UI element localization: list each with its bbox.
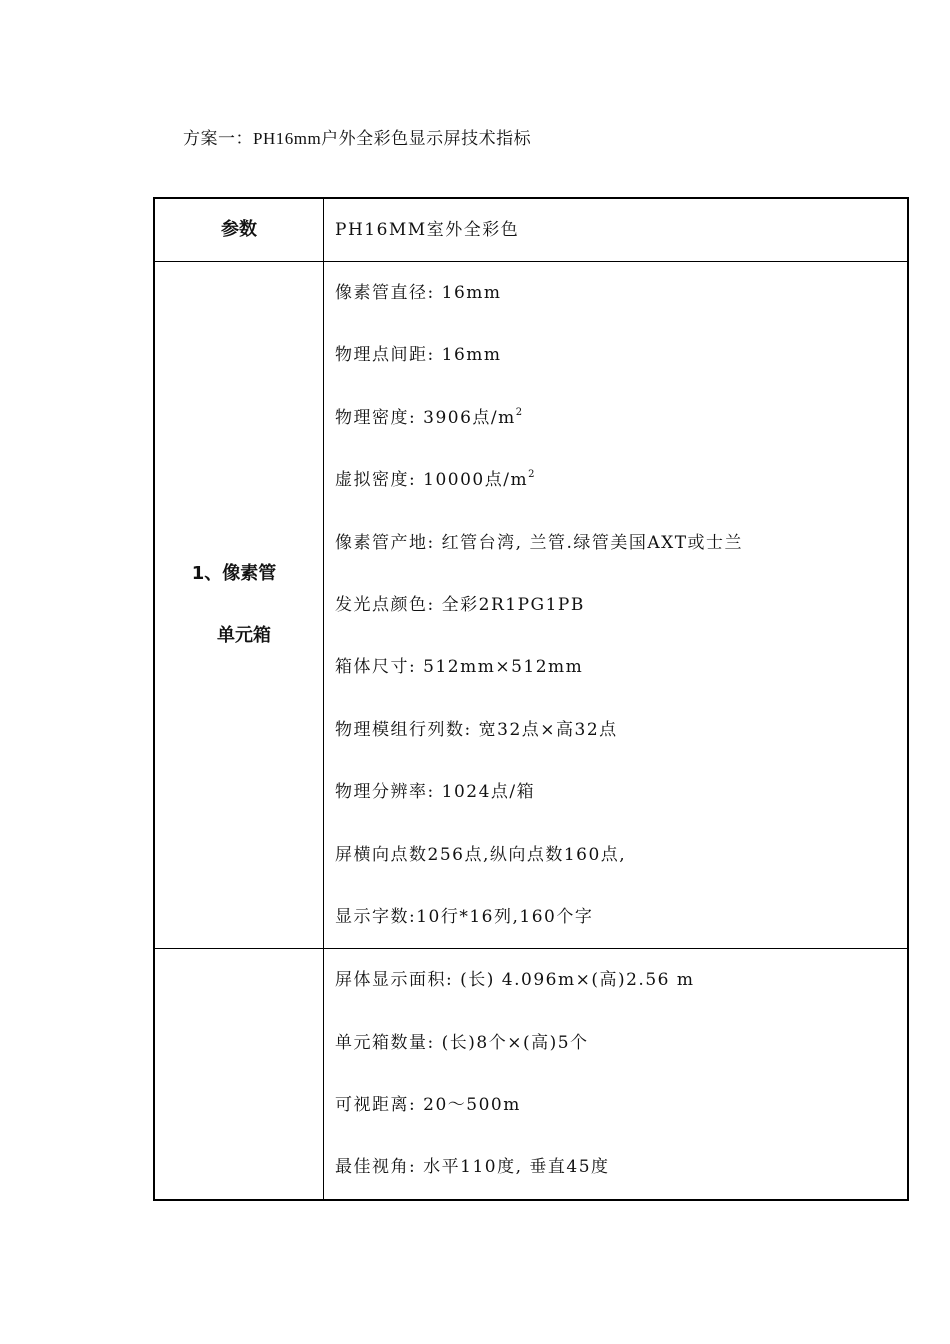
- spec-list: [324, 262, 907, 948]
- superscript: 2: [515, 406, 524, 418]
- row-label-line1: 1、像素管: [191, 563, 277, 585]
- row-label-cell: [154, 949, 324, 1201]
- table-row-pixel-unit: [154, 262, 908, 949]
- spec-item: 屏体显示面积: (长) 4.096m×(高)2.56 m: [335, 970, 695, 991]
- spec-item: 最佳视角: 水平110度, 垂直45度: [335, 1157, 610, 1178]
- row-label-line2: 单元箱: [217, 625, 271, 647]
- row-value-cell: [324, 262, 909, 949]
- row-label-cell: [154, 262, 324, 949]
- row-label: [155, 543, 323, 667]
- spec-item: 箱体尺寸: 512mm×512mm: [335, 657, 584, 678]
- header-label: 参数: [221, 219, 257, 240]
- header-label-cell: [154, 198, 324, 262]
- spec-item: 物理分辨率: 1024点/箱: [335, 782, 536, 803]
- spec-item: 发光点颜色: 全彩2R1PG1PB: [335, 594, 585, 615]
- spec-item: 物理模组行列数: 宽32点×高32点: [335, 719, 618, 740]
- spec-item: [335, 387, 907, 449]
- spec-item: 可视距离: 20～500m: [335, 1095, 521, 1116]
- spec-item: [335, 449, 907, 511]
- spec-item-text: 物理密度: 3906点/m: [335, 407, 516, 428]
- spec-item: 像素管产地: 红管台湾, 兰管.绿管美国AXT或士兰: [335, 532, 744, 553]
- spec-item: 显示字数:10行*16列,160个字: [335, 906, 594, 927]
- table-row-screen: [154, 949, 908, 1201]
- table-header-row: [154, 198, 908, 262]
- spec-table: [153, 197, 909, 1201]
- spec-item: 屏横向点数256点,纵向点数160点,: [335, 844, 627, 865]
- spec-item: 物理点间距: 16mm: [335, 345, 502, 366]
- spec-item-text: 虚拟密度: 10000点/m: [335, 470, 529, 491]
- header-value: PH16MM室外全彩色: [335, 220, 520, 240]
- superscript: 2: [528, 469, 536, 481]
- row-value-cell: [324, 949, 909, 1201]
- header-value-cell: [324, 198, 909, 262]
- spec-item: 像素管直径: 16mm: [335, 283, 502, 303]
- spec-item: 单元箱数量: (长)8个×(高)5个: [335, 1032, 589, 1053]
- spec-list: [324, 949, 907, 1199]
- document-title: 方案一：PH16mm户外全彩色显示屏技术指标: [183, 129, 532, 148]
